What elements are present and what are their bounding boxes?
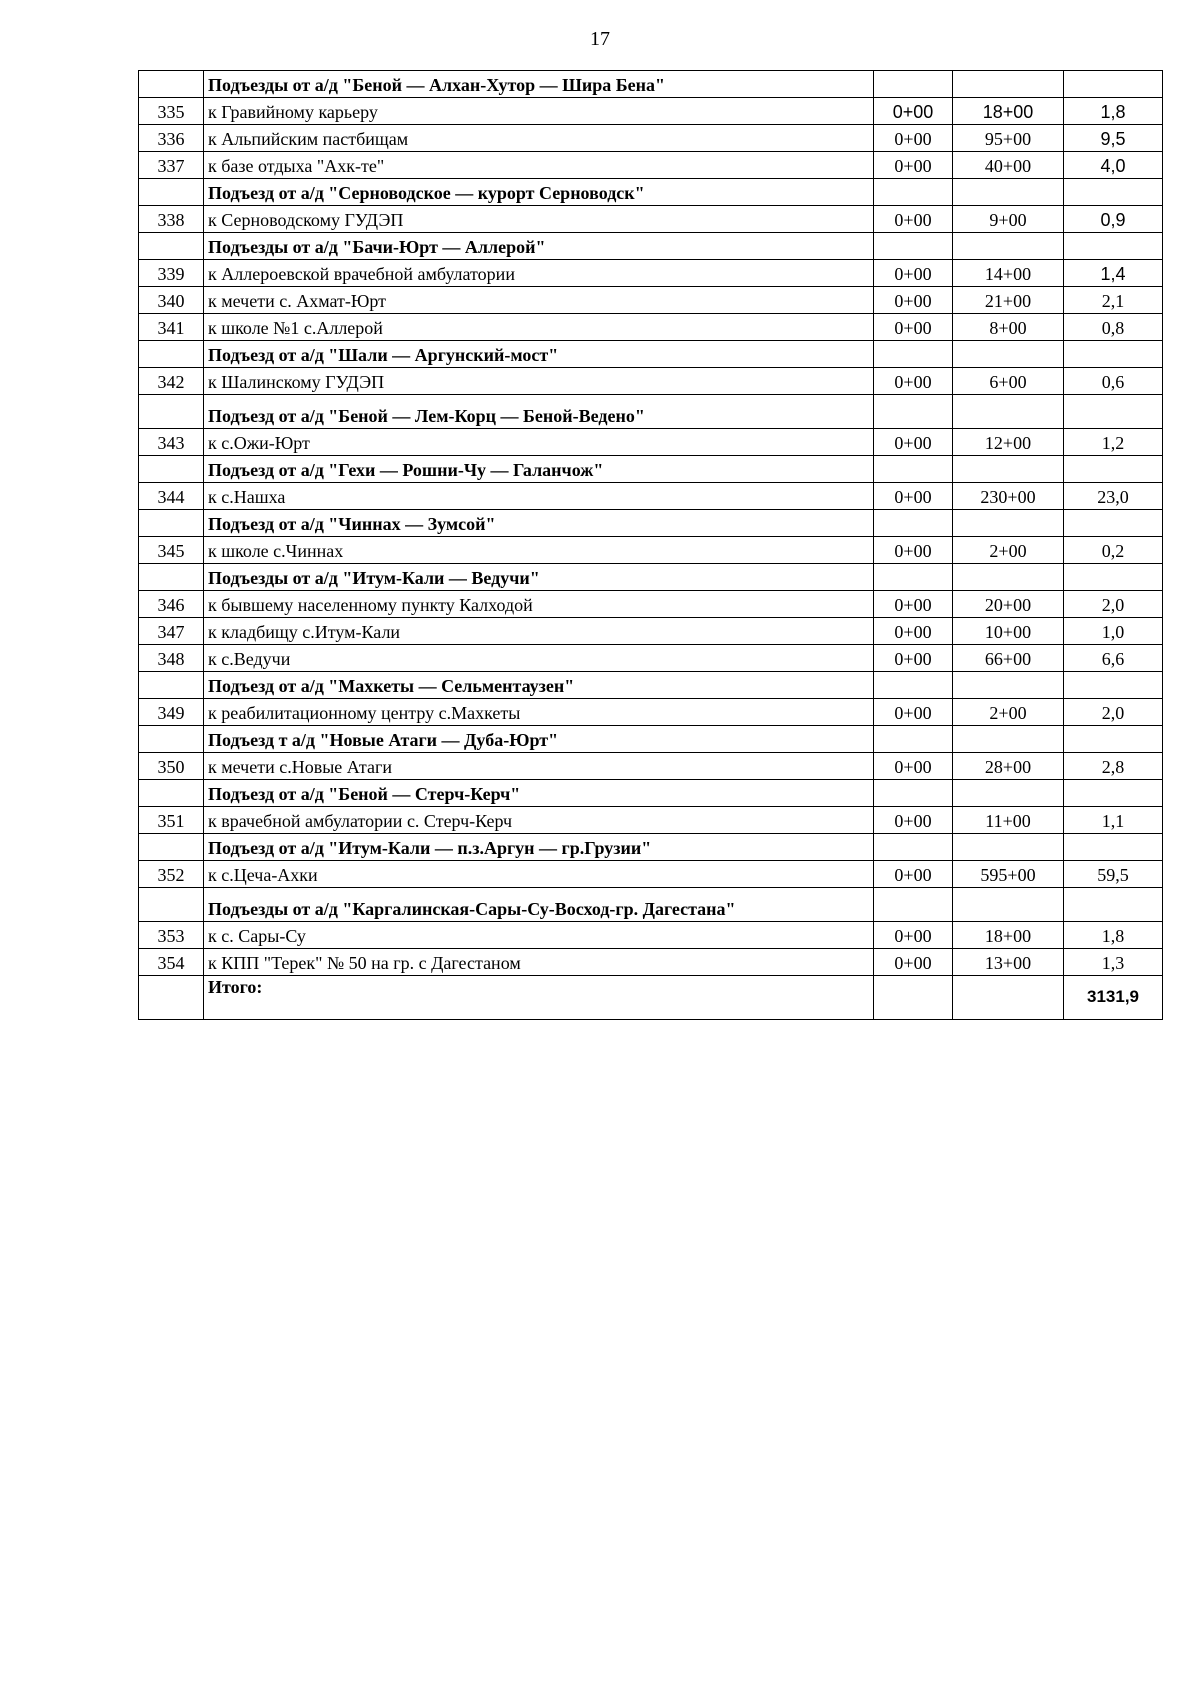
road-name: к Альпийским пастбищам xyxy=(204,125,874,152)
row-number: 346 xyxy=(139,591,204,618)
road-name: к с. Сары-Су xyxy=(204,922,874,949)
road-name: к врачебной амбулатории с. Стерч-Керч xyxy=(204,807,874,834)
length-km: 0,2 xyxy=(1064,537,1163,564)
row-number: 338 xyxy=(139,206,204,233)
start-km: 0+00 xyxy=(874,591,953,618)
end-km: 13+00 xyxy=(953,949,1064,976)
end-cell xyxy=(953,510,1064,537)
total-start-cell xyxy=(874,976,953,1020)
table-row xyxy=(139,98,1163,125)
start-cell xyxy=(874,780,953,807)
start-km: 0+00 xyxy=(874,483,953,510)
row-number-cell xyxy=(139,71,204,98)
row-number: 336 xyxy=(139,125,204,152)
road-name: к с.Нашха xyxy=(204,483,874,510)
start-cell xyxy=(874,233,953,260)
row-number: 341 xyxy=(139,314,204,341)
row-number-cell xyxy=(139,834,204,861)
row-number: 349 xyxy=(139,699,204,726)
length-km: 1,4 xyxy=(1064,260,1163,287)
end-km: 40+00 xyxy=(953,152,1064,179)
roads-table xyxy=(138,70,1163,1020)
row-number: 351 xyxy=(139,807,204,834)
end-km: 95+00 xyxy=(953,125,1064,152)
row-number: 352 xyxy=(139,861,204,888)
road-name: к бывшему населенному пункту Калходой xyxy=(204,591,874,618)
section-title: Подъезд от а/д "Махкеты — Сельментаузен" xyxy=(204,672,874,699)
end-km: 66+00 xyxy=(953,645,1064,672)
section-header-row xyxy=(139,456,1163,483)
length-km: 2,1 xyxy=(1064,287,1163,314)
road-name: к Аллероевской врачебной амбулатории xyxy=(204,260,874,287)
row-number-cell xyxy=(139,726,204,753)
table-row xyxy=(139,591,1163,618)
table-row xyxy=(139,206,1163,233)
length-km: 6,6 xyxy=(1064,645,1163,672)
end-km: 14+00 xyxy=(953,260,1064,287)
end-cell xyxy=(953,780,1064,807)
end-km: 9+00 xyxy=(953,206,1064,233)
section-header-row xyxy=(139,726,1163,753)
end-km: 18+00 xyxy=(953,922,1064,949)
section-title: Подъезд от а/д "Серноводское — курорт Серноводск" xyxy=(204,179,874,206)
length-cell xyxy=(1064,564,1163,591)
row-number-cell xyxy=(139,233,204,260)
section-title: Подъезд от а/д "Шали — Аргунский-мост" xyxy=(204,341,874,368)
end-km: 28+00 xyxy=(953,753,1064,780)
table-row xyxy=(139,537,1163,564)
start-km: 0+00 xyxy=(874,314,953,341)
start-km: 0+00 xyxy=(874,152,953,179)
row-number: 345 xyxy=(139,537,204,564)
road-name: к Гравийному карьеру xyxy=(204,98,874,125)
length-cell xyxy=(1064,71,1163,98)
row-number: 348 xyxy=(139,645,204,672)
table-row xyxy=(139,753,1163,780)
end-cell xyxy=(953,395,1064,429)
start-cell xyxy=(874,456,953,483)
end-cell xyxy=(953,888,1064,922)
row-number: 337 xyxy=(139,152,204,179)
section-title: Подъезд от а/д "Беной — Лем-Корц — Беной-Ведено" xyxy=(204,395,874,429)
length-km: 0,6 xyxy=(1064,368,1163,395)
section-title: Подъезд от а/д "Гехи — Рошни-Чу — Галанчож" xyxy=(204,456,874,483)
row-number: 335 xyxy=(139,98,204,125)
section-header-row xyxy=(139,233,1163,260)
row-number: 354 xyxy=(139,949,204,976)
length-cell xyxy=(1064,233,1163,260)
start-cell xyxy=(874,179,953,206)
table-row xyxy=(139,314,1163,341)
section-title: Подъезд т а/д "Новые Атаги — Дуба-Юрт" xyxy=(204,726,874,753)
start-km: 0+00 xyxy=(874,287,953,314)
section-title: Подъезды от а/д "Бачи-Юрт — Аллерой" xyxy=(204,233,874,260)
section-header-row xyxy=(139,71,1163,98)
length-cell xyxy=(1064,834,1163,861)
table-row xyxy=(139,125,1163,152)
section-header-row xyxy=(139,564,1163,591)
section-header-row xyxy=(139,672,1163,699)
length-cell xyxy=(1064,888,1163,922)
section-title: Подъезды от а/д "Каргалинская-Сары-Су-Восход-гр. Дагестана" xyxy=(204,888,874,922)
row-number-cell xyxy=(139,888,204,922)
table-row xyxy=(139,861,1163,888)
length-cell xyxy=(1064,672,1163,699)
row-number-cell xyxy=(139,672,204,699)
total-value: 3131,9 xyxy=(1064,976,1163,1020)
table-row xyxy=(139,949,1163,976)
total-label: Итого: xyxy=(204,976,874,1020)
row-number: 343 xyxy=(139,429,204,456)
row-number-cell xyxy=(139,341,204,368)
table-row xyxy=(139,699,1163,726)
end-cell xyxy=(953,179,1064,206)
start-cell xyxy=(874,834,953,861)
road-name: к КПП "Терек" № 50 на гр. с Дагестаном xyxy=(204,949,874,976)
end-cell xyxy=(953,233,1064,260)
start-cell xyxy=(874,510,953,537)
row-number-cell xyxy=(139,179,204,206)
section-header-row xyxy=(139,780,1163,807)
length-km: 9,5 xyxy=(1064,125,1163,152)
road-name: к реабилитационному центру с.Махкеты xyxy=(204,699,874,726)
length-km: 2,8 xyxy=(1064,753,1163,780)
row-number: 353 xyxy=(139,922,204,949)
length-km: 4,0 xyxy=(1064,152,1163,179)
total-number-cell xyxy=(139,976,204,1020)
row-number-cell xyxy=(139,456,204,483)
start-cell xyxy=(874,341,953,368)
section-header-row xyxy=(139,834,1163,861)
row-number-cell xyxy=(139,510,204,537)
road-name: к мечети с. Ахмат-Юрт xyxy=(204,287,874,314)
road-name: к кладбищу с.Итум-Кали xyxy=(204,618,874,645)
length-km: 1,3 xyxy=(1064,949,1163,976)
start-km: 0+00 xyxy=(874,861,953,888)
end-km: 8+00 xyxy=(953,314,1064,341)
road-name: к с.Ожи-Юрт xyxy=(204,429,874,456)
length-km: 1,1 xyxy=(1064,807,1163,834)
length-cell xyxy=(1064,510,1163,537)
section-title: Подъезды от а/д "Итум-Кали — Ведучи" xyxy=(204,564,874,591)
length-km: 0,8 xyxy=(1064,314,1163,341)
section-header-row xyxy=(139,888,1163,922)
row-number-cell xyxy=(139,564,204,591)
end-km: 12+00 xyxy=(953,429,1064,456)
length-cell xyxy=(1064,341,1163,368)
end-km: 595+00 xyxy=(953,861,1064,888)
section-title: Подъезд от а/д "Беной — Стерч-Керч" xyxy=(204,780,874,807)
length-km: 23,0 xyxy=(1064,483,1163,510)
road-name: к Шалинскому ГУДЭП xyxy=(204,368,874,395)
total-end-cell xyxy=(953,976,1064,1020)
total-row xyxy=(139,976,1163,1020)
start-km: 0+00 xyxy=(874,699,953,726)
row-number: 344 xyxy=(139,483,204,510)
end-km: 20+00 xyxy=(953,591,1064,618)
road-name: к мечети с.Новые Атаги xyxy=(204,753,874,780)
roads-table-body xyxy=(139,71,1163,1020)
end-cell xyxy=(953,834,1064,861)
length-cell xyxy=(1064,395,1163,429)
start-km: 0+00 xyxy=(874,753,953,780)
length-km: 2,0 xyxy=(1064,699,1163,726)
start-cell xyxy=(874,672,953,699)
end-km: 2+00 xyxy=(953,699,1064,726)
section-header-row xyxy=(139,395,1163,429)
end-cell xyxy=(953,672,1064,699)
start-km: 0+00 xyxy=(874,125,953,152)
row-number: 347 xyxy=(139,618,204,645)
length-km: 1,2 xyxy=(1064,429,1163,456)
table-row xyxy=(139,152,1163,179)
end-km: 2+00 xyxy=(953,537,1064,564)
row-number: 339 xyxy=(139,260,204,287)
road-name: к с.Ведучи xyxy=(204,645,874,672)
road-name: к Серноводскому ГУДЭП xyxy=(204,206,874,233)
end-km: 21+00 xyxy=(953,287,1064,314)
start-km: 0+00 xyxy=(874,949,953,976)
section-header-row xyxy=(139,510,1163,537)
start-cell xyxy=(874,71,953,98)
start-km: 0+00 xyxy=(874,429,953,456)
row-number: 350 xyxy=(139,753,204,780)
start-km: 0+00 xyxy=(874,537,953,564)
road-name: к школе с.Чиннах xyxy=(204,537,874,564)
end-cell xyxy=(953,564,1064,591)
table-row xyxy=(139,807,1163,834)
start-cell xyxy=(874,726,953,753)
start-km: 0+00 xyxy=(874,618,953,645)
end-km: 6+00 xyxy=(953,368,1064,395)
length-cell xyxy=(1064,456,1163,483)
row-number: 342 xyxy=(139,368,204,395)
end-km: 230+00 xyxy=(953,483,1064,510)
start-km: 0+00 xyxy=(874,645,953,672)
road-name: к с.Цеча-Ахки xyxy=(204,861,874,888)
start-km: 0+00 xyxy=(874,807,953,834)
row-number-cell xyxy=(139,780,204,807)
table-row xyxy=(139,618,1163,645)
length-km: 0,9 xyxy=(1064,206,1163,233)
section-title: Подъезд от а/д "Чиннах — Зумсой" xyxy=(204,510,874,537)
start-km: 0+00 xyxy=(874,368,953,395)
row-number: 340 xyxy=(139,287,204,314)
end-cell xyxy=(953,71,1064,98)
start-cell xyxy=(874,888,953,922)
end-cell xyxy=(953,726,1064,753)
table-row xyxy=(139,429,1163,456)
length-cell xyxy=(1064,726,1163,753)
table-row xyxy=(139,287,1163,314)
start-km: 0+00 xyxy=(874,98,953,125)
table-row xyxy=(139,483,1163,510)
start-km: 0+00 xyxy=(874,922,953,949)
length-cell xyxy=(1064,179,1163,206)
end-km: 10+00 xyxy=(953,618,1064,645)
table-row xyxy=(139,645,1163,672)
length-km: 2,0 xyxy=(1064,591,1163,618)
section-title: Подъезд от а/д "Итум-Кали — п.з.Аргун — гр.Грузии" xyxy=(204,834,874,861)
section-title: Подъезды от а/д "Беной — Алхан-Хутор — Шира Бена" xyxy=(204,71,874,98)
length-km: 1,0 xyxy=(1064,618,1163,645)
page-number: 17 xyxy=(590,28,610,50)
length-km: 59,5 xyxy=(1064,861,1163,888)
table-row xyxy=(139,922,1163,949)
start-cell xyxy=(874,395,953,429)
end-cell xyxy=(953,341,1064,368)
start-km: 0+00 xyxy=(874,206,953,233)
length-km: 1,8 xyxy=(1064,922,1163,949)
row-number-cell xyxy=(139,395,204,429)
end-km: 11+00 xyxy=(953,807,1064,834)
start-km: 0+00 xyxy=(874,260,953,287)
road-name: к школе №1 с.Аллерой xyxy=(204,314,874,341)
start-cell xyxy=(874,564,953,591)
length-cell xyxy=(1064,780,1163,807)
section-header-row xyxy=(139,179,1163,206)
length-km: 1,8 xyxy=(1064,98,1163,125)
end-cell xyxy=(953,456,1064,483)
table-row xyxy=(139,368,1163,395)
end-km: 18+00 xyxy=(953,98,1064,125)
road-name: к базе отдыха "Ахк-те" xyxy=(204,152,874,179)
section-header-row xyxy=(139,341,1163,368)
table-row xyxy=(139,260,1163,287)
